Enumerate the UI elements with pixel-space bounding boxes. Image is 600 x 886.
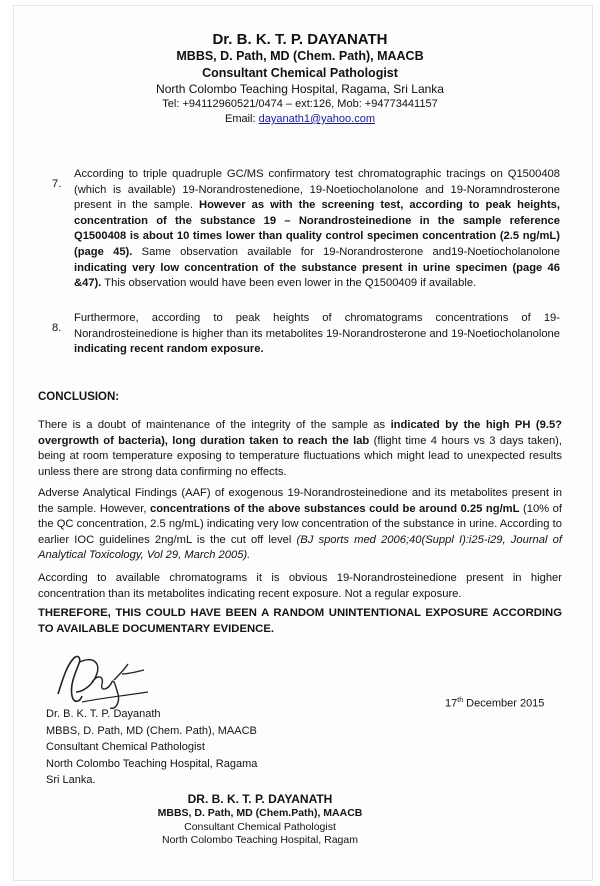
handwritten-signature xyxy=(52,652,152,712)
letterhead-qualifications: MBBS, D. Path, MD (Chem. Path), MAACB xyxy=(176,49,424,63)
signatory-country: Sri Lanka. xyxy=(46,774,96,786)
stamp-qualifications: MBBS, D. Path, MD (Chem.Path), MAACB xyxy=(157,806,363,819)
list-item-7: According to triple quadruple GC/MS confirmatory test chromatographic tracings on Q1500408 (which is available) 19-Norandrostenedione, 19-Noetiocholanolone and 19-Noramndrosterone present in the sample. However as with the screening test, according to peak heights, concentration of the substance 19 – Norandrosteinedione in the sample reference Q1500408 is about 10 times lower than quality control specimen concentration (2.5 ng/mL) (page 45). Same observation available for 19-Norandrosterone and19-Noetiocholanolone indicating very low concentration of the substance present in urine specimen (page 46 &47). This observation would have been even lower in the Q1500409 if available. xyxy=(74,168,560,290)
conclusion-paragraph-2: Adverse Analytical Findings (AAF) of exogenous 19-Norandrosteinedione and its metabolites present in the sample. However, concentrations of the above substances could be around 0.25 ng/mL (10% of the QC concentration, 2.5 ng/mL) indicating very low concentration of the substance in urine. According to earlier IOC guidelines 2ng/mL is the cut off level (BJ sports med 2006;40(Suppl I):i25-i29, Journal of Analytical Toxicology, Vol 29, March 2005). xyxy=(38,487,563,562)
stamp-title: Consultant Chemical Pathologist xyxy=(184,820,336,833)
conclusion-final-statement: THEREFORE, THIS COULD HAVE BEEN A RANDOM UNINTENTIONAL EXPOSURE ACCORDING TO AVAILABLE DOCUMENTARY EVIDENCE. xyxy=(38,607,562,635)
letterhead-email-line xyxy=(0,113,600,125)
letterhead-phone: Tel: +94112960521/0474 – ext:126, Mob: +94773441157 xyxy=(162,98,438,110)
conclusion-heading: CONCLUSION: xyxy=(38,391,120,403)
conclusion-paragraph-1: There is a doubt of maintenance of the integrity of the sample as indicated by the high PH (9.5? overgrowth of bacteria), long duration taken to reach the lab (flight time 4 hours vs 3 days taken), being at room temperature exposing to temperature fluctuations which might lead to unexpected results unless there are strong data confirming no effects. xyxy=(38,419,563,478)
stamp-hospital: North Colombo Teaching Hospital, Ragam xyxy=(162,834,358,847)
letterhead-title: Consultant Chemical Pathologist xyxy=(202,66,398,80)
letterhead-hospital: North Colombo Teaching Hospital, Ragama, Sri Lanka xyxy=(156,82,444,96)
official-stamp xyxy=(110,793,410,848)
signatory-hospital: North Colombo Teaching Hospital, Ragama xyxy=(46,757,258,770)
conclusion-paragraph-3: According to available chromatograms it is obvious 19-Norandrosteinedione present in higher concentration than its metabolites indicating recent exposure. Not a regular exposure. xyxy=(38,572,562,600)
signatory-title: Consultant Chemical Pathologist xyxy=(46,741,205,753)
email-label: Email: xyxy=(225,113,256,125)
document-date: 17th December 2015 xyxy=(445,697,545,710)
item-number: 7. xyxy=(52,178,62,190)
list-item-8: Furthermore, according to peak heights of chromatograms concentrations of 19-Norandrosteinedione is higher than its metabolites 19-Norandrosterone and 19-Noetiocholanolone indicating recent random exposure. xyxy=(74,312,560,356)
stamp-name: DR. B. K. T. P. DAYANATH xyxy=(187,792,333,806)
letterhead-name: Dr. B. K. T. P. DAYANATH xyxy=(212,31,388,48)
email-link[interactable]: dayanath1@yahoo.com xyxy=(258,113,375,125)
signatory-qualifications: MBBS, D. Path, MD (Chem. Path), MAACB xyxy=(46,724,257,737)
item-number: 8. xyxy=(52,322,62,334)
signatory-block xyxy=(46,706,257,789)
signatory-name: Dr. B. K. T. P. Dayanath xyxy=(46,708,161,720)
